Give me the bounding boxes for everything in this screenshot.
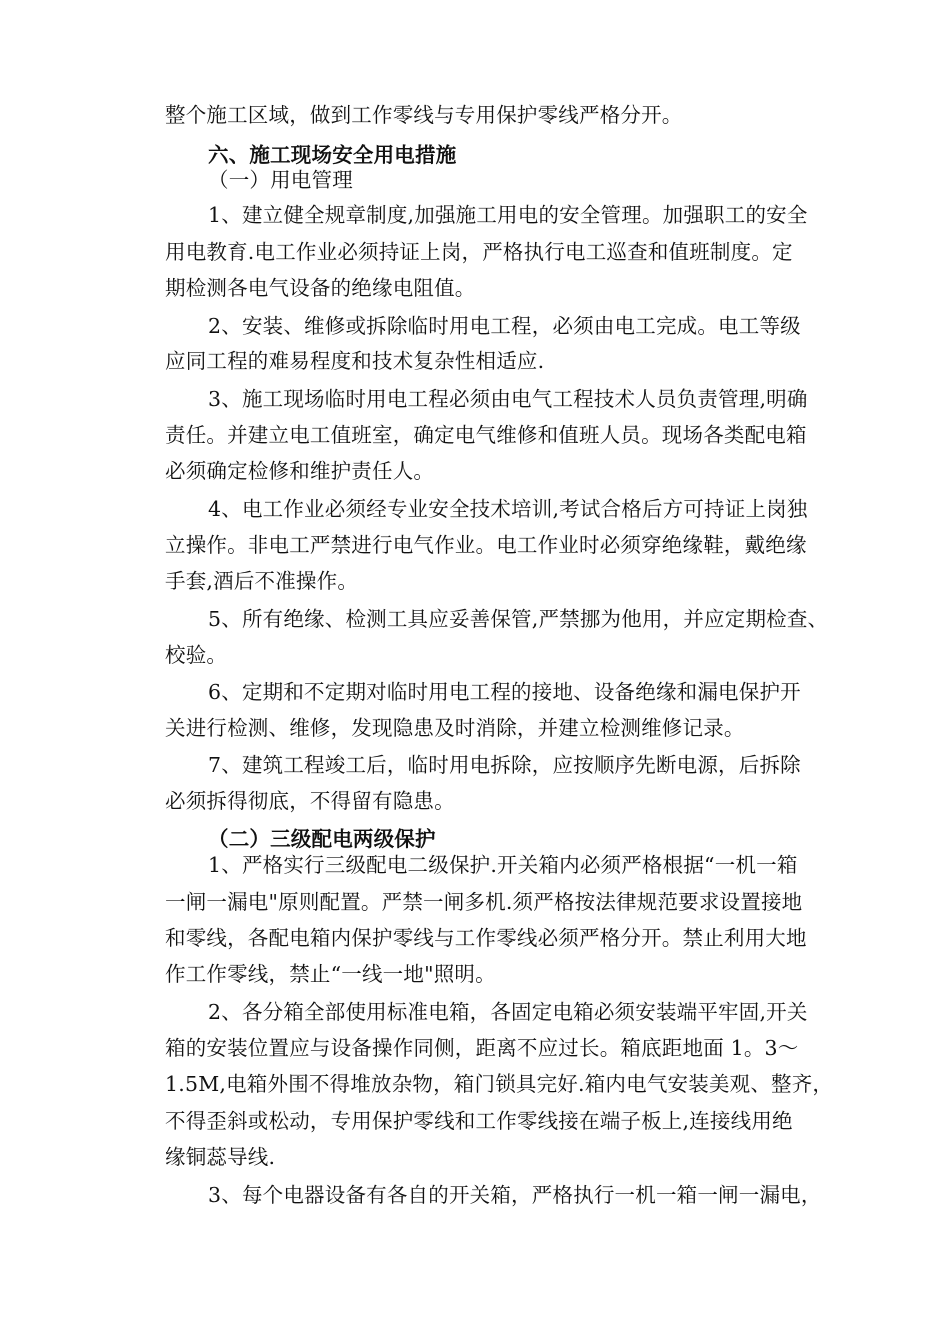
paragraph-line: 3、每个电器设备有各自的开关箱，严格执行一机一箱一闸一漏电， — [208, 1183, 822, 1207]
paragraph-line: 立操作。非电工严禁进行电气作业。电工作业时必须穿绝缘鞋，戴绝缘 — [165, 533, 807, 557]
paragraph-line: 5、所有绝缘、检测工具应妥善保管,严禁挪为他用，并应定期检查、 — [208, 607, 829, 631]
paragraph-line: 1、严格实行三级配电二级保护.开关箱内必须严格根据“一机一箱 — [208, 853, 798, 877]
paragraph-line: 箱的安装位置应与设备操作同侧，距离不应过长。箱底距地面 1。3～ — [165, 1036, 799, 1060]
paragraph-line: 1.5M,电箱外围不得堆放杂物，箱门锁具完好.箱内电气安装美观、整齐， — [165, 1072, 834, 1096]
paragraph-line: 必须确定检修和维护责任人。 — [165, 459, 435, 483]
paragraph-line: 2、安装、维修或拆除临时用电工程，必须由电工完成。电工等级 — [208, 314, 801, 338]
paragraph-line: 整个施工区域，做到工作零线与专用保护零线严格分开。 — [165, 103, 683, 127]
paragraph-line: 应同工程的难易程度和技术复杂性相适应. — [165, 349, 545, 373]
paragraph-line: 不得歪斜或松动，专用保护零线和工作零线接在端子板上,连接线用绝 — [165, 1109, 793, 1133]
paragraph-line: 6、定期和不定期对临时用电工程的接地、设备绝缘和漏电保护开 — [208, 680, 801, 704]
section-heading: 六、施工现场安全用电措施 — [208, 143, 457, 167]
paragraph-line: 必须拆得彻底，不得留有隐患。 — [165, 789, 455, 813]
paragraph-line: 缘铜蕊导线. — [165, 1145, 276, 1169]
paragraph-line: 1、建立健全规章制度,加强施工用电的安全管理。加强职工的安全 — [208, 203, 808, 227]
paragraph-line: 用电教育.电工作业必须持证上岗，严格执行电工巡查和值班制度。定 — [165, 240, 793, 264]
paragraph-line: 手套,酒后不准操作。 — [165, 569, 359, 593]
paragraph-line: 关进行检测、维修，发现隐患及时消除，并建立检测维修记录。 — [165, 716, 745, 740]
paragraph-line: 责任。并建立电工值班室，确定电气维修和值班人员。现场各类配电箱 — [165, 423, 807, 447]
paragraph-line: 3、施工现场临时用电工程必须由电气工程技术人员负责管理,明确 — [208, 387, 808, 411]
subsection-heading: （二）三级配电两级保护 — [208, 827, 436, 851]
paragraph-line: 和零线，各配电箱内保护零线与工作零线必须严格分开。禁止利用大地 — [165, 926, 807, 950]
paragraph-line: 4、电工作业必须经专业安全技术培训,考试合格后方可持证上岗独 — [208, 497, 808, 521]
subsection-heading: （一）用电管理 — [208, 168, 353, 192]
paragraph-line: 一闸一漏电"原则配置。严禁一闸多机.须严格按法律规范要求设置接地 — [165, 890, 803, 914]
paragraph-line: 作工作零线，禁止“一线一地"照明。 — [165, 962, 496, 986]
paragraph-line: 7、建筑工程竣工后，临时用电拆除，应按顺序先断电源，后拆除 — [208, 753, 801, 777]
paragraph-line: 期检测各电气设备的绝缘电阻值。 — [165, 276, 476, 300]
paragraph-line: 校验。 — [165, 643, 228, 667]
paragraph-line: 2、各分箱全部使用标准电箱，各固定电箱必须安装端平牢固,开关 — [208, 1000, 808, 1024]
